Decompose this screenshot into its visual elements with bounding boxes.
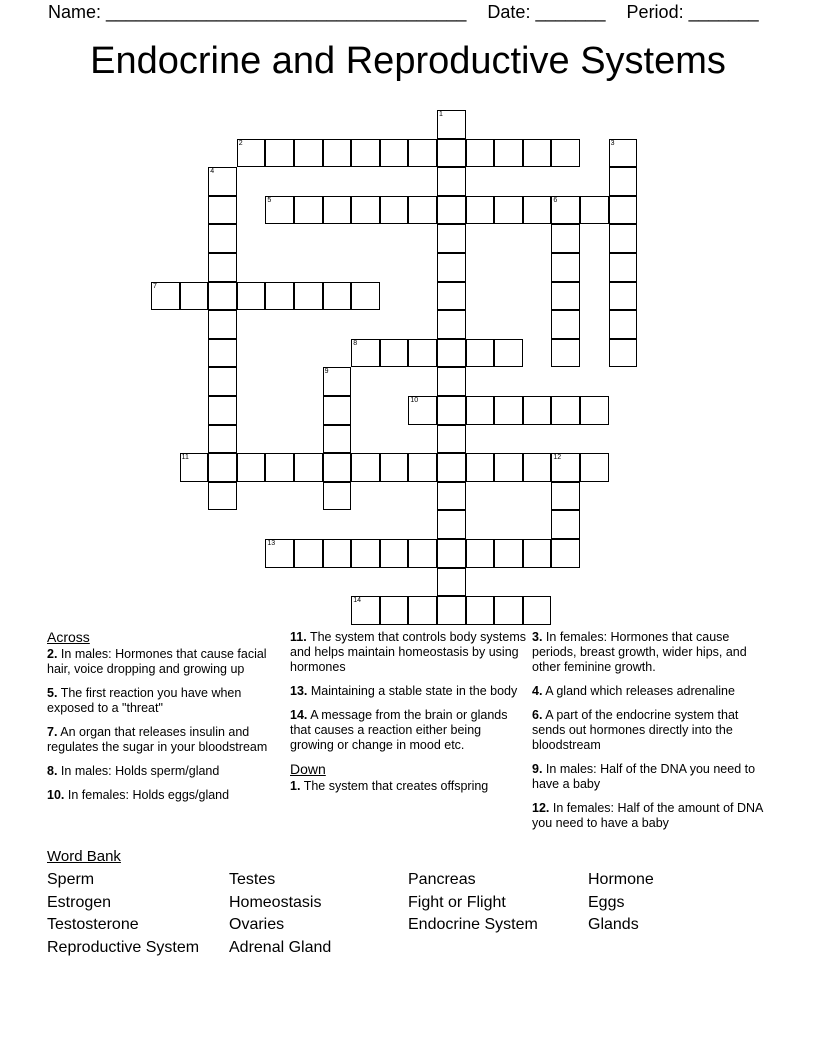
clue-across xyxy=(290,708,526,753)
clue-across xyxy=(47,725,283,755)
word-bank-item: Ovaries xyxy=(229,916,285,933)
crossword-cell[interactable] xyxy=(265,539,294,568)
crossword-cell[interactable] xyxy=(551,453,580,482)
crossword-cell[interactable] xyxy=(523,453,552,482)
crossword-cell[interactable] xyxy=(551,396,580,425)
crossword-cell[interactable] xyxy=(323,453,352,482)
crossword-cell[interactable] xyxy=(351,596,380,625)
crossword-cell[interactable] xyxy=(551,339,580,368)
crossword-cell[interactable] xyxy=(523,396,552,425)
crossword-cell[interactable] xyxy=(208,453,237,482)
clue-text: The system that creates offspring xyxy=(303,779,489,793)
crossword-cell[interactable] xyxy=(437,396,466,425)
clue-across xyxy=(290,630,526,675)
crossword-cell[interactable] xyxy=(494,453,523,482)
crossword-cell[interactable] xyxy=(609,310,638,339)
crossword-cell[interactable] xyxy=(408,196,437,225)
across-heading: Across xyxy=(47,629,90,645)
crossword-cell[interactable] xyxy=(551,139,580,168)
word-bank-item: Endocrine System xyxy=(408,916,538,933)
crossword-cell[interactable] xyxy=(180,282,209,311)
clue-number: 14. xyxy=(290,708,308,722)
clues-column-2 xyxy=(290,630,526,803)
crossword-cell[interactable] xyxy=(494,139,523,168)
clue-number: 8 xyxy=(353,339,358,347)
word-bank-item: Testosterone xyxy=(47,916,139,933)
crossword-cell[interactable] xyxy=(466,453,495,482)
crossword-cell[interactable] xyxy=(323,396,352,425)
crossword-cell[interactable] xyxy=(237,453,266,482)
clue-down xyxy=(532,762,768,792)
clue-across xyxy=(47,647,283,677)
crossword-cell[interactable] xyxy=(551,510,580,539)
crossword-cell[interactable] xyxy=(351,339,380,368)
crossword-cell[interactable] xyxy=(294,139,323,168)
clue-across xyxy=(47,686,283,716)
clue-text: Maintaining a stable state in the body xyxy=(310,684,518,698)
crossword-cell[interactable] xyxy=(437,425,466,454)
clue-down xyxy=(532,708,768,753)
crossword-cell[interactable] xyxy=(437,339,466,368)
crossword-cell[interactable] xyxy=(494,596,523,625)
crossword-cell[interactable] xyxy=(323,196,352,225)
word-bank-item: Sperm xyxy=(47,871,95,888)
crossword-cell[interactable] xyxy=(437,167,466,196)
clue-number: 4. xyxy=(532,684,543,698)
crossword-cell[interactable] xyxy=(380,596,409,625)
clues-column-1 xyxy=(47,630,283,812)
crossword-cell[interactable] xyxy=(351,539,380,568)
clue-text: An organ that releases insulin and regulates the sugar in your bloodstream xyxy=(47,725,268,754)
crossword-cell[interactable] xyxy=(609,253,638,282)
crossword-cell[interactable] xyxy=(437,310,466,339)
word-bank-item: Estrogen xyxy=(47,893,112,911)
crossword-cell[interactable] xyxy=(408,539,437,568)
clue-number: 6. xyxy=(532,708,543,722)
crossword-cell[interactable] xyxy=(323,367,352,396)
crossword-cell[interactable] xyxy=(208,167,237,196)
crossword-cell[interactable] xyxy=(523,139,552,168)
crossword-cell[interactable] xyxy=(609,282,638,311)
crossword-cell[interactable] xyxy=(609,196,638,225)
crossword-cell[interactable] xyxy=(437,510,466,539)
crossword-cell[interactable] xyxy=(408,596,437,625)
clue-number: 2 xyxy=(238,139,243,147)
crossword-cell[interactable] xyxy=(380,453,409,482)
crossword-cell[interactable] xyxy=(180,453,209,482)
crossword-cell[interactable] xyxy=(208,396,237,425)
crossword-cell[interactable] xyxy=(408,139,437,168)
crossword-cell[interactable] xyxy=(437,196,466,225)
crossword-cell[interactable] xyxy=(494,339,523,368)
clue-number: 10. xyxy=(47,788,65,802)
crossword-cell[interactable] xyxy=(208,224,237,253)
crossword-cell[interactable] xyxy=(208,482,237,511)
clue-text: A message from the brain or glands that causes a reaction either being growing or change in mood etc. xyxy=(290,708,508,752)
clue-number: 5 xyxy=(267,196,272,204)
crossword-cell[interactable] xyxy=(380,196,409,225)
crossword-cell[interactable] xyxy=(437,139,466,168)
header xyxy=(48,2,775,23)
word-bank-item: Fight or Flight xyxy=(408,893,506,911)
crossword-cell[interactable] xyxy=(466,339,495,368)
crossword-cell[interactable] xyxy=(523,539,552,568)
clue-number: 11 xyxy=(181,454,189,462)
crossword-cell[interactable] xyxy=(580,396,609,425)
word-bank-item: Pancreas xyxy=(408,871,476,888)
crossword-cell[interactable] xyxy=(265,282,294,311)
clue-across xyxy=(290,684,526,699)
word-bank-item: Hormone xyxy=(588,871,654,888)
crossword-cell[interactable] xyxy=(323,482,352,511)
crossword-cell[interactable] xyxy=(208,310,237,339)
crossword-cell[interactable] xyxy=(265,139,294,168)
crossword-cell[interactable] xyxy=(208,367,237,396)
crossword-cell[interactable] xyxy=(551,224,580,253)
clue-number: 9 xyxy=(324,368,329,376)
crossword-cell[interactable] xyxy=(408,453,437,482)
crossword-cell[interactable] xyxy=(523,596,552,625)
crossword-cell[interactable] xyxy=(609,167,638,196)
crossword-cell[interactable] xyxy=(437,453,466,482)
crossword-cell[interactable] xyxy=(294,282,323,311)
crossword-cell[interactable] xyxy=(294,196,323,225)
crossword-cell[interactable] xyxy=(208,196,237,225)
word-bank-item: Homeostasis xyxy=(229,893,322,911)
clue-text: In females: Half of the amount of DNA you need to have a baby xyxy=(532,801,763,830)
crossword-cell[interactable] xyxy=(437,482,466,511)
clue-down xyxy=(532,630,768,675)
word-bank-heading: Word Bank xyxy=(47,848,121,865)
clue-text: In females: Hormones that cause periods, breast growth, wider hips, and other feminine growth. xyxy=(532,630,747,674)
word-bank-item: Reproductive System xyxy=(47,938,200,956)
clue-number: 1. xyxy=(290,779,301,793)
crossword-cell[interactable] xyxy=(208,253,237,282)
clue-text: In males: Half of the DNA you need to have a baby xyxy=(532,762,756,791)
clue-number: 14 xyxy=(353,597,361,605)
crossword-cell[interactable] xyxy=(351,196,380,225)
clue-number: 1 xyxy=(439,111,443,118)
crossword-cell[interactable] xyxy=(494,396,523,425)
clues-column-3 xyxy=(532,630,768,840)
crossword-cell[interactable] xyxy=(323,539,352,568)
clue-number: 7. xyxy=(47,725,58,739)
name-field[interactable]: Name: ____________________________________ xyxy=(48,2,467,22)
clue-number: 13 xyxy=(267,540,276,547)
crossword-cell[interactable] xyxy=(437,596,466,625)
clue-text: In males: Hormones that cause facial hair, voice dropping and growing up xyxy=(47,647,267,676)
clue-text: A part of the endocrine system that sends out hormones directly into the bloodstream xyxy=(532,708,739,752)
crossword-cell[interactable] xyxy=(380,539,409,568)
crossword-cell[interactable] xyxy=(494,539,523,568)
clue-text: In males: Holds sperm/gland xyxy=(60,764,220,778)
crossword-cell[interactable] xyxy=(408,339,437,368)
crossword-cell[interactable] xyxy=(494,196,523,225)
crossword-cell[interactable] xyxy=(551,539,580,568)
crossword-cell[interactable] xyxy=(323,425,352,454)
clue-text: The first reaction you have when exposed to a "threat" xyxy=(47,686,242,715)
clue-number: 9. xyxy=(532,762,543,776)
clue-number: 3. xyxy=(532,630,543,644)
crossword-cell[interactable] xyxy=(437,539,466,568)
crossword-cell[interactable] xyxy=(551,310,580,339)
crossword-cell[interactable] xyxy=(609,224,638,253)
crossword-cell[interactable] xyxy=(351,139,380,168)
clue-number: 12 xyxy=(553,454,562,462)
crossword-cell[interactable] xyxy=(237,139,266,168)
crossword-cell[interactable] xyxy=(265,196,294,225)
word-bank xyxy=(47,848,748,959)
crossword-cell[interactable] xyxy=(351,282,380,311)
down-heading: Down xyxy=(290,761,326,777)
crossword-cell[interactable] xyxy=(551,282,580,311)
crossword-cell[interactable] xyxy=(580,453,609,482)
clue-down xyxy=(532,684,768,699)
crossword-cell[interactable] xyxy=(265,453,294,482)
crossword-cell[interactable] xyxy=(151,282,180,311)
word-bank-item: Adrenal Gland xyxy=(229,938,332,956)
crossword-cell[interactable] xyxy=(437,253,466,282)
crossword-cell[interactable] xyxy=(437,568,466,597)
clue-number: 13. xyxy=(290,684,308,698)
clue-down xyxy=(290,779,526,794)
crossword-cell[interactable] xyxy=(437,282,466,311)
period-field[interactable]: Period: _______ xyxy=(626,2,759,22)
crossword-cell[interactable] xyxy=(208,425,237,454)
crossword-cell[interactable] xyxy=(351,453,380,482)
crossword-cell[interactable] xyxy=(551,253,580,282)
clue-text: In females: Holds eggs/gland xyxy=(67,788,230,802)
crossword-cell[interactable] xyxy=(609,139,638,168)
crossword-cell[interactable] xyxy=(380,139,409,168)
crossword-cell[interactable] xyxy=(523,196,552,225)
crossword-cell[interactable] xyxy=(437,367,466,396)
clue-number: 4 xyxy=(210,168,215,176)
crossword-cell[interactable] xyxy=(466,596,495,625)
crossword-cell[interactable] xyxy=(466,139,495,168)
crossword-cell[interactable] xyxy=(466,539,495,568)
page-title: Endocrine and Reproductive Systems xyxy=(90,40,726,82)
crossword-cell[interactable] xyxy=(437,110,466,139)
crossword-cell[interactable] xyxy=(208,339,237,368)
crossword-cell[interactable] xyxy=(294,453,323,482)
word-bank-item: Testes xyxy=(229,871,276,888)
clue-number: 7 xyxy=(153,282,157,290)
crossword-cell[interactable] xyxy=(380,339,409,368)
clue-number: 8. xyxy=(47,764,58,778)
crossword-cell[interactable] xyxy=(551,482,580,511)
clue-across xyxy=(47,764,283,779)
crossword-cell[interactable] xyxy=(466,196,495,225)
clue-number: 5. xyxy=(47,686,58,700)
word-bank-item: Eggs xyxy=(588,893,625,911)
clue-number: 12. xyxy=(532,801,550,815)
crossword-cell[interactable] xyxy=(609,339,638,368)
clue-text: The system that controls body systems and helps maintain homeostasis by using hormones xyxy=(290,630,526,674)
clue-text: A gland which releases adrenaline xyxy=(545,684,735,698)
crossword-cell[interactable] xyxy=(437,224,466,253)
crossword-cell[interactable] xyxy=(408,396,437,425)
crossword-cell[interactable] xyxy=(237,282,266,311)
clue-number: 3 xyxy=(610,139,615,147)
crossword-cell[interactable] xyxy=(466,396,495,425)
clue-number: 11. xyxy=(290,630,307,644)
clue-down xyxy=(532,801,768,831)
clue-number: 10 xyxy=(410,397,419,404)
clue-number: 2. xyxy=(47,647,58,661)
word-bank-item: Glands xyxy=(588,916,639,933)
crossword-cell[interactable] xyxy=(580,196,609,225)
crossword-cell[interactable] xyxy=(294,539,323,568)
clue-across xyxy=(47,788,283,803)
clue-number: 6 xyxy=(553,196,558,204)
crossword-cell[interactable] xyxy=(323,282,352,311)
crossword-cell[interactable] xyxy=(551,196,580,225)
crossword-cell[interactable] xyxy=(208,282,237,311)
date-field[interactable]: Date: _______ xyxy=(487,2,606,22)
crossword-cell[interactable] xyxy=(323,139,352,168)
